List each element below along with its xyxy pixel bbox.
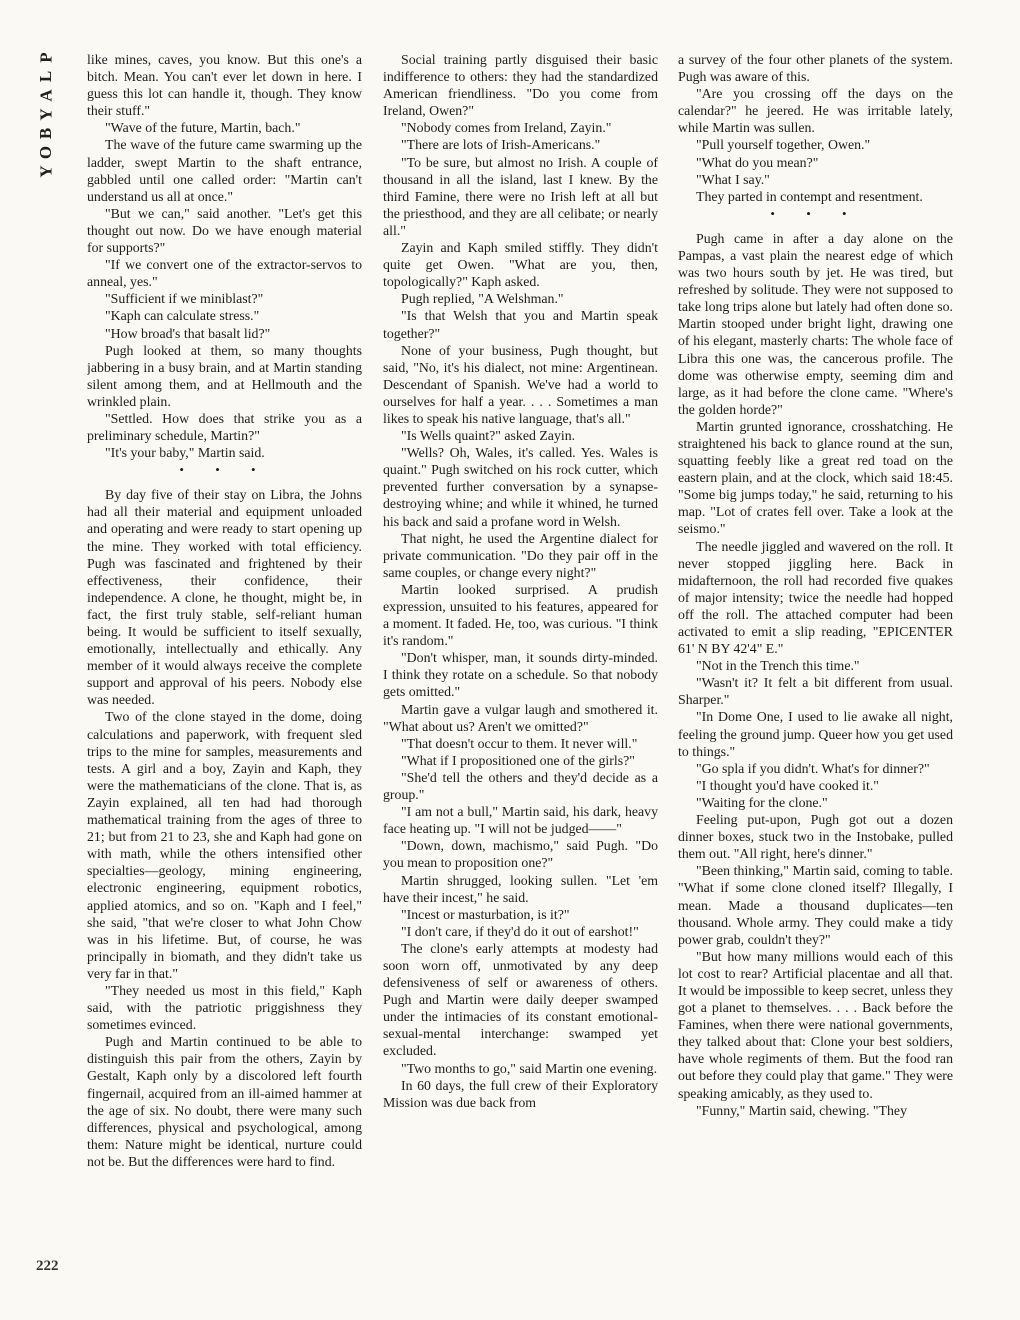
paragraph: Martin looked surprised. A prudish expression, unsuited to his features, appeared for a moment. It faded. He, too, was curious. "I think it's random." — [383, 581, 658, 649]
section-break: • • • — [770, 205, 861, 221]
paragraph: "Waiting for the clone." — [696, 794, 828, 810]
section-break: • • • — [179, 462, 270, 478]
paragraph: "To be sure, but almost no Irish. A couple of thousand in all the island, last I knew. By the third Famine, there were no Irish left at all but the priesthood, and they are all celibate; or nearly all." — [383, 154, 658, 238]
masthead-letter: Y — [36, 165, 56, 178]
paragraph: "Down, down, machismo," said Pugh. "Do you mean to proposition one?" — [383, 838, 658, 871]
paragraph: "Are you crossing off the days on the calendar?" he jeered. He was irritable lately, while Martin was sullen. — [678, 86, 953, 136]
masthead-letter: B — [36, 127, 56, 140]
masthead-letter: A — [36, 89, 56, 102]
magazine-masthead — [33, 48, 59, 181]
paragraph: "If we convert one of the extractor-servos to anneal, yes." — [87, 257, 362, 290]
paragraph: "What do you mean?" — [696, 154, 819, 170]
paragraph: "Don't whisper, man, it sounds dirty-minded. I think they rotate on a schedule. So that nobody gets omitted." — [383, 650, 658, 700]
paragraph: "Been thinking," Martin said, coming to table. "What if some clone cloned itself? Illegally, I mean. Made a thousand duplicates—ten thousand. Whole army. They could make a tidy power grab, couldn't they?" — [678, 863, 953, 947]
paragraph: By day five of their stay on Libra, the Johns had all their material and equipment unloaded and operating and were ready to start opening up the mine. They worked with total efficiency. Pugh was fascinated and frightened by their effectiveness, their confidence, their independence. A clone, he thought, might be, in fact, the first truly stable, self-reliant human being. It would be sufficient to itself sexually, emotionally, intellectually and ethically. Any member of it would always receive the complete support and approval of his peers. Nobody else was needed. — [87, 487, 362, 708]
paragraph: Zayin and Kaph smiled stiffly. They didn't quite get Owen. "What are you, then, topologically?" Kaph asked. — [383, 240, 658, 290]
text-column-2 — [383, 51, 658, 1291]
paragraph: Two of the clone stayed in the dome, doing calculations and paperwork, with frequent sled trips to the mine for samples, measurements and tests. A girl and a boy, Zayin and Kaph, they were the mathematicians of the clone. That is, as Zayin explained, all ten had had thorough mathematical training from the ages of three to 21; but from 21 to 23, she and Kaph had gone on with math, while the others intensified other specialties—geology, mining engineering, electronic engineering, equipment robotics, applied atomics, and so on. "Kaph and I feel," she said, "that we're closer to what John Chow was in his lifetime. But, of course, he was principally in biomath, and they didn't take us very far in that." — [87, 709, 362, 981]
paragraph: Feeling put-upon, Pugh got out a dozen dinner boxes, stuck two in the Instobake, pulled them out. "All right, here's dinner." — [678, 812, 953, 862]
paragraph: "Two months to go," said Martin one evening. — [401, 1060, 658, 1076]
paragraph: "Kaph can calculate stress." — [105, 308, 260, 324]
paragraph: Pugh looked at them, so many thoughts jabbering in a busy brain, and at Martin standing silent among them, and at Hellmouth and the wrinkled plain. — [87, 342, 362, 409]
paragraph: "How broad's that basalt lid?" — [105, 325, 271, 341]
paragraph: The needle jiggled and wavered on the roll. It never stopped jiggling here. Back in midafternoon, the roll had recorded five quakes of major intensity; twice the needle had hopped off the roll. The attached computer had been activated to emit a slip reading, "EPICENTER 61' N BY 42'4" E." — [678, 538, 953, 657]
paragraph: "Go spla if you didn't. What's for dinner?" — [696, 760, 930, 776]
paragraph: "Wave of the future, Martin, bach." — [105, 120, 301, 136]
paragraph: "That doesn't occur to them. It never will." — [401, 735, 638, 751]
paragraph: Pugh came in after a day alone on the Pampas, a vast plain the nearest edge of which was two hours south by jet. He was tired, but refreshed by solitude. They were not supposed to take long trips alone but lately had often done so. Martin stooped under bright light, drawing one of his elegant, masterly charts: The whole face of Libra this one was, the cancerous profile. The dome was otherwise empty, seeming dim and large, as it had before the clone came. "Where's the golden horde?" — [678, 230, 953, 417]
text-column-1 — [87, 51, 362, 1291]
paragraph: "They needed us most in this field," Kaph said, with the patriotic priggishness they sometimes evinced. — [87, 982, 362, 1033]
paragraph: "Wasn't it? It felt a bit different from usual. Sharper." — [678, 675, 953, 708]
paragraph: Martin shrugged, looking sullen. "Let 'em have their incest," he said. — [383, 872, 658, 905]
paragraph: "What if I propositioned one of the girls?" — [401, 752, 635, 768]
paragraph: like mines, caves, you know. But this one's a bitch. Mean. You can't ever let down in here. I guess this lot can handle it, though. They know their stuff." — [87, 52, 362, 119]
paragraph: "Nobody comes from Ireland, Zayin." — [401, 120, 612, 136]
masthead-letter: L — [36, 70, 56, 83]
paragraph: "Funny," Martin said, chewing. "They — [696, 1102, 907, 1118]
text-column-3 — [678, 51, 953, 1291]
paragraph: They parted in contempt and resentment. — [696, 188, 923, 204]
paragraph: Pugh and Martin continued to be able to distinguish this pair from the others, Zayin by Gestalt, Kaph only by a discolored left fourth fingernail, acquired from an ill-aimed hammer at the age of six. No doubt, there were many such differences, physical and psychological, among them: Nature might be identical, nurture could not be. But the differences were hard to find. — [87, 1034, 362, 1169]
paragraph: "Wells? Oh, Wales, it's called. Yes. Wales is quaint." Pugh switched on his rock cutter, which prevented further conversation by a synapse-destroying whine; and while it whined, he turned his back and said a profane word in Welsh. — [383, 445, 658, 529]
paragraph: "But we can," said another. "Let's get this thought out now. Do we have enough material for supports?" — [87, 205, 362, 256]
paragraph: That night, he used the Argentine dialect for private communication. "Do they pair off in the same couples, or change every night?" — [383, 530, 658, 580]
masthead-letter: Y — [36, 108, 56, 121]
masthead-letter: P — [36, 52, 56, 63]
paragraph: "I thought you'd have cooked it." — [696, 777, 879, 793]
paragraph: Pugh replied, "A Welshman." — [401, 291, 564, 307]
paragraph: In 60 days, the full crew of their Exploratory Mission was due back from — [383, 1077, 658, 1110]
paragraph: "I am not a bull," Martin said, his dark, heavy face heating up. "I will not be judged——" — [383, 804, 658, 837]
paragraph: "There are lots of Irish-Americans." — [401, 137, 601, 153]
page-number: 222 — [36, 1258, 59, 1274]
paragraph: "Sufficient if we miniblast?" — [105, 291, 264, 307]
paragraph: "It's your baby," Martin said. — [105, 445, 265, 461]
paragraph: Martin grunted ignorance, crosshatching. He straightened his back to glance round at the sun, squatting feebly like a great red toad on the eastern plain, and at the clock, which said 18:45. "Some big jumps today," he said, returning to his map. "Lot of crates fell over. Take a look at the seismo." — [678, 418, 953, 537]
paragraph: "In Dome One, I used to lie awake all night, feeling the ground jump. Queer how you get used to things." — [678, 709, 953, 759]
paragraph: "Pull yourself together, Owen." — [696, 137, 871, 153]
paragraph: "Settled. How does that strike you as a preliminary schedule, Martin?" — [87, 410, 362, 444]
paragraph: "She'd tell the others and they'd decide as a group." — [383, 769, 658, 803]
paragraph: "I don't care, if they'd do it out of earshot!" — [401, 923, 639, 939]
paragraph: The wave of the future came swarming up the ladder, swept Martin to the shaft entrance, gabbled until one called order: "Martin can't understand us all at once." — [87, 137, 362, 204]
paragraph: "Is that Welsh that you and Martin speak together?" — [383, 308, 658, 341]
paragraph: The clone's early attempts at modesty had soon worn off, unmotivated by any deep defensiveness of self or awareness of others. Pugh and Martin were daily deeper swamped under the intimacies of its constant emotional-sexual-mental interchange: swamped yet excluded. — [383, 940, 658, 1059]
paragraph: Social training partly disguised their basic indifference to others: they had the standardized American friendliness. "Do you come from Ireland, Owen?" — [383, 52, 658, 119]
masthead-letter: O — [36, 145, 56, 160]
paragraph: "Is Wells quaint?" asked Zayin. — [401, 428, 576, 444]
paragraph: "Incest or masturbation, is it?" — [401, 906, 570, 922]
paragraph: "What I say." — [696, 171, 770, 187]
paragraph: None of your business, Pugh thought, but said, "No, it's his dialect, not mine: Argentinean. Descendant of Spanish. We've had a world to ourselves for half a year. . . . Sometimes a man likes to speak his native language, that's all." — [383, 342, 658, 426]
paragraph: Martin gave a vulgar laugh and smothered it. "What about us? Aren't we omitted?" — [383, 701, 658, 734]
paragraph: "Not in the Trench this time." — [696, 658, 860, 674]
paragraph: a survey of the four other planets of the system. Pugh was aware of this. — [678, 52, 953, 85]
paragraph: "But how many millions would each of this lot cost to rear? Artificial placentae and all that. It would be impossible to keep secret, unless they got a planet to themselves. . . . Back before the Famines, when there were national governments, they talked about that: Clone your best soldiers, have whole regiments of them. But the food ran out before they could play that game." They were speaking amicably, as they used to. — [678, 948, 953, 1101]
